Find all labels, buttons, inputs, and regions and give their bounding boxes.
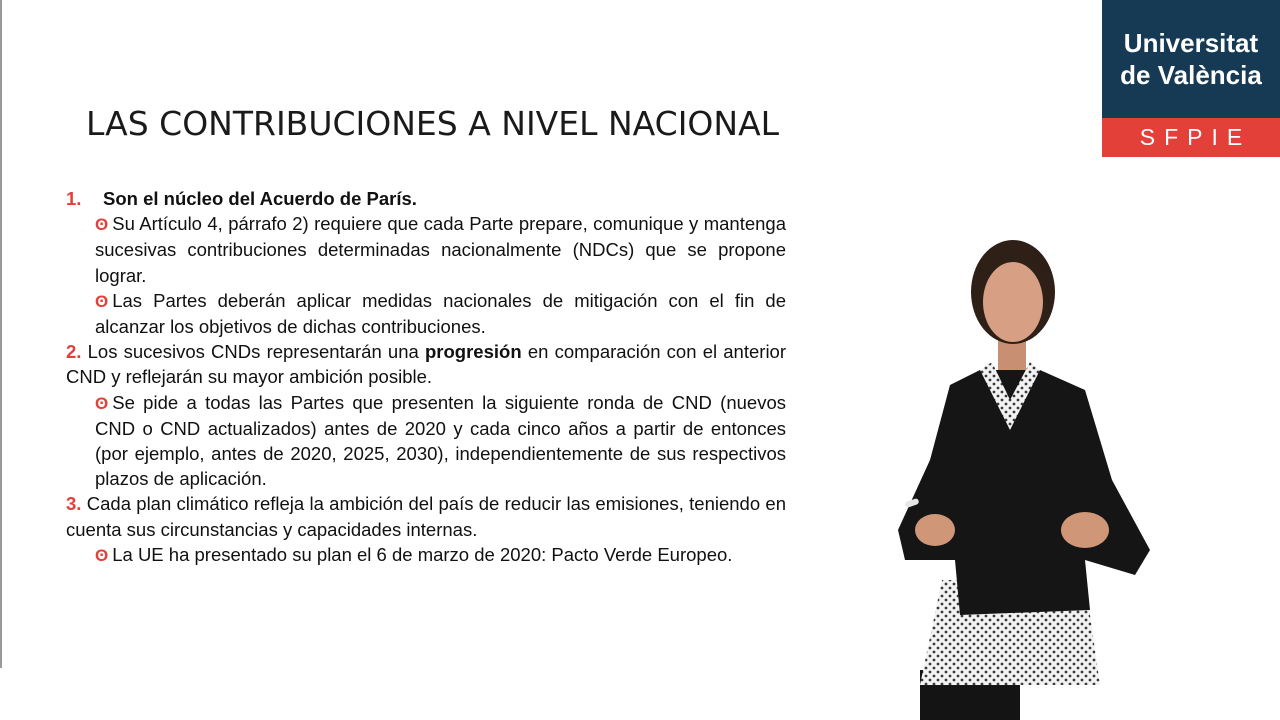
list-item-3 bbox=[66, 491, 786, 541]
sub-item bbox=[66, 542, 786, 568]
sub-item bbox=[66, 390, 786, 492]
item-text: Son el núcleo del Acuerdo de París. bbox=[103, 188, 417, 209]
item-number: 1. bbox=[66, 188, 82, 209]
bullet-icon: ʘ bbox=[95, 215, 109, 235]
item-text-bold: progresión bbox=[425, 341, 522, 363]
bullet-icon: ʘ bbox=[95, 393, 109, 413]
slide-title: LAS CONTRIBUCIONES A NIVEL NACIONAL bbox=[86, 104, 780, 143]
university-logo bbox=[1102, 0, 1280, 157]
bullet-icon: ʘ bbox=[95, 545, 109, 565]
sub-item-text: La UE ha presentado su plan el 6 de marzo de 2020: Pacto Verde Europeo. bbox=[112, 543, 733, 565]
logo-name-block bbox=[1102, 0, 1280, 118]
list-item-2 bbox=[66, 339, 786, 389]
presenter-figure bbox=[880, 230, 1170, 720]
item-number: 2. bbox=[66, 341, 82, 363]
sub-item-text: Se pide a todas las Partes que presenten la siguiente ronda de CND (nuevos CND o CND actualizados) antes de 2020 y cada cinco años a partir de entonces (por ejemplo, antes de 2020, 2025, 2030), independientemente de sus respectivos plazos de aplicación. bbox=[95, 391, 786, 490]
sub-item bbox=[66, 211, 786, 288]
logo-unit: SFPIE bbox=[1102, 118, 1280, 157]
item-number: 3. bbox=[66, 493, 82, 515]
sub-item-text: Su Artículo 4, párrafo 2) requiere que cada Parte prepare, comunique y mantenga sucesivas contribuciones determinadas nacionalmente (NDCs) que se propone lograr. bbox=[95, 213, 786, 286]
logo-line-2: de València bbox=[1120, 60, 1262, 90]
slide-content bbox=[66, 186, 786, 568]
list-item-1 bbox=[66, 186, 786, 211]
sub-item bbox=[66, 288, 786, 339]
slide-left-edge bbox=[0, 0, 2, 668]
item-text: Cada plan climático refleja la ambición del país de reducir las emisiones, teniendo en cuenta sus circunstancias y capacidades internas. bbox=[66, 493, 787, 540]
sub-item-text: Las Partes deberán aplicar medidas nacionales de mitigación con el fin de alcanzar los objetivos de dichas contribuciones. bbox=[95, 289, 786, 338]
item-text-end: en comparación con el anterior CND y reflejarán su mayor ambición posible. bbox=[66, 341, 786, 388]
item-text-start: Los sucesivos CNDs representarán una bbox=[87, 341, 419, 363]
bullet-icon: ʘ bbox=[95, 291, 109, 311]
logo-line-1: Universitat bbox=[1123, 28, 1259, 58]
